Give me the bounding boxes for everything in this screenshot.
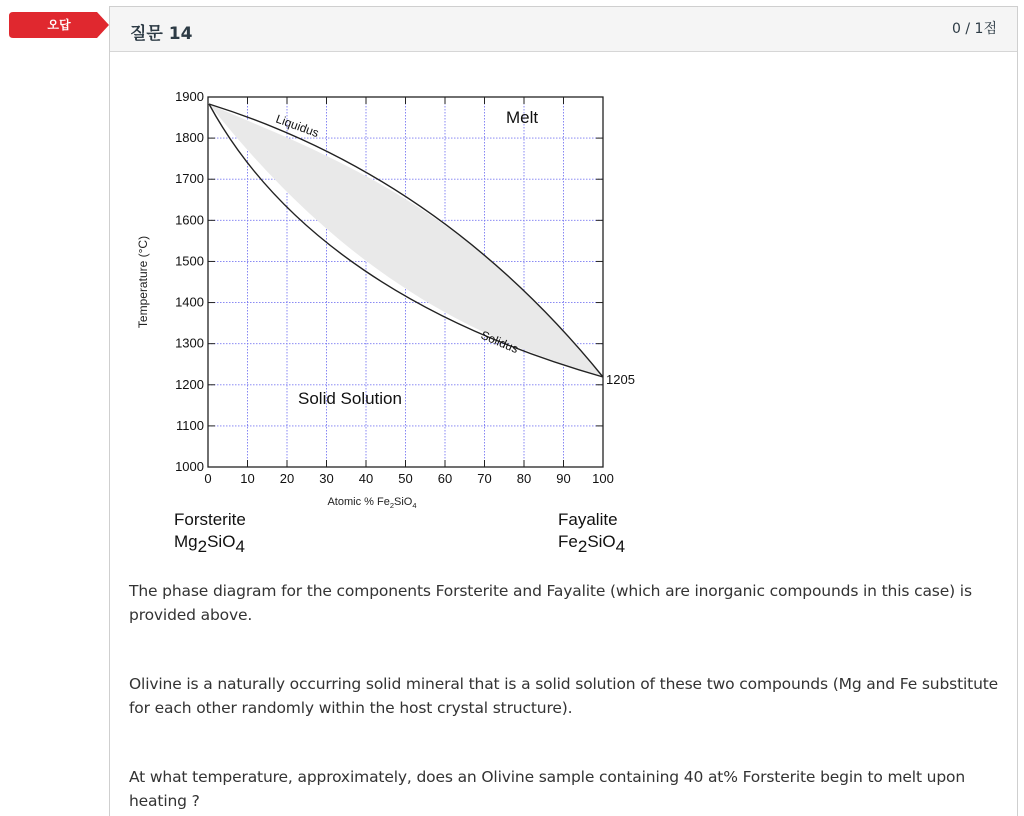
x-tick-label: 90 (556, 471, 571, 486)
question-title: 질문 14 (130, 24, 193, 44)
right-endmember-formula: Fe2SiO4 (558, 532, 626, 556)
question-score: 0 / 1점 (952, 21, 997, 37)
x-tick-label: 40 (358, 471, 374, 486)
x-tick-label: 100 (592, 471, 614, 486)
y-tick-label: 1900 (175, 89, 204, 104)
y-axis-label: Temperature (°C) (136, 235, 150, 329)
y-tick-label: 1600 (175, 212, 204, 228)
y-tick-label: 1500 (175, 253, 204, 269)
axis-ticks (175, 89, 614, 486)
y-tick-label: 1100 (176, 417, 204, 433)
left-endmember-name: Forsterite (174, 510, 246, 529)
liquidus-label: Liquidus (273, 111, 321, 141)
x-tick-label: 10 (240, 471, 255, 486)
question-paragraph-2: Olivine is a naturally occurring solid mineral that is a solid solution of these two compounds (Mg and Fe substitute for each other randomly within the host crystal structure). (129, 675, 999, 717)
right-endmember-name: Fayalite (558, 510, 618, 529)
x-tick-label: 0 (204, 471, 212, 486)
question-header (110, 7, 1017, 52)
question-card (109, 6, 1018, 816)
phase-diagram (130, 85, 650, 565)
y-tick-label: 1400 (175, 294, 204, 310)
x-tick-label: 70 (477, 471, 492, 486)
x-axis-label: Atomic % $Fe_2SiO_4$ (327, 496, 417, 510)
y-tick-label: 1800 (175, 130, 204, 146)
x-tick-label: 80 (516, 471, 532, 486)
two-phase-region (209, 104, 603, 377)
incorrect-badge (9, 12, 109, 38)
y-tick-label: 1000 (175, 459, 204, 474)
x-tick-label: 50 (398, 471, 413, 486)
y-tick-label: 1300 (175, 335, 204, 351)
x-tick-label: 20 (279, 471, 295, 486)
question-paragraph-1: The phase diagram for the components Forsterite and Fayalite (which are inorganic compounds in this case) is provided above. (129, 582, 972, 624)
x-tick-label: 60 (437, 471, 453, 486)
y-tick-label: 1200 (175, 376, 204, 392)
x-tick-label: 30 (319, 471, 334, 486)
question-paragraph-3: At what temperature, approximately, does an Olivine sample containing 40 at% Forsterite begin to melt upon heating ? (129, 768, 966, 810)
solid-solution-label: Solid Solution (298, 389, 402, 408)
y-tick-label: 1700 (175, 171, 204, 187)
left-endmember-formula: Mg2SiO4 (174, 532, 245, 556)
endpoint-temperature-label: 1205 (606, 372, 635, 387)
badge-label: 오답 (47, 18, 71, 32)
solidus-label: Solidus (478, 327, 521, 357)
melt-region-label: Melt (506, 108, 539, 127)
